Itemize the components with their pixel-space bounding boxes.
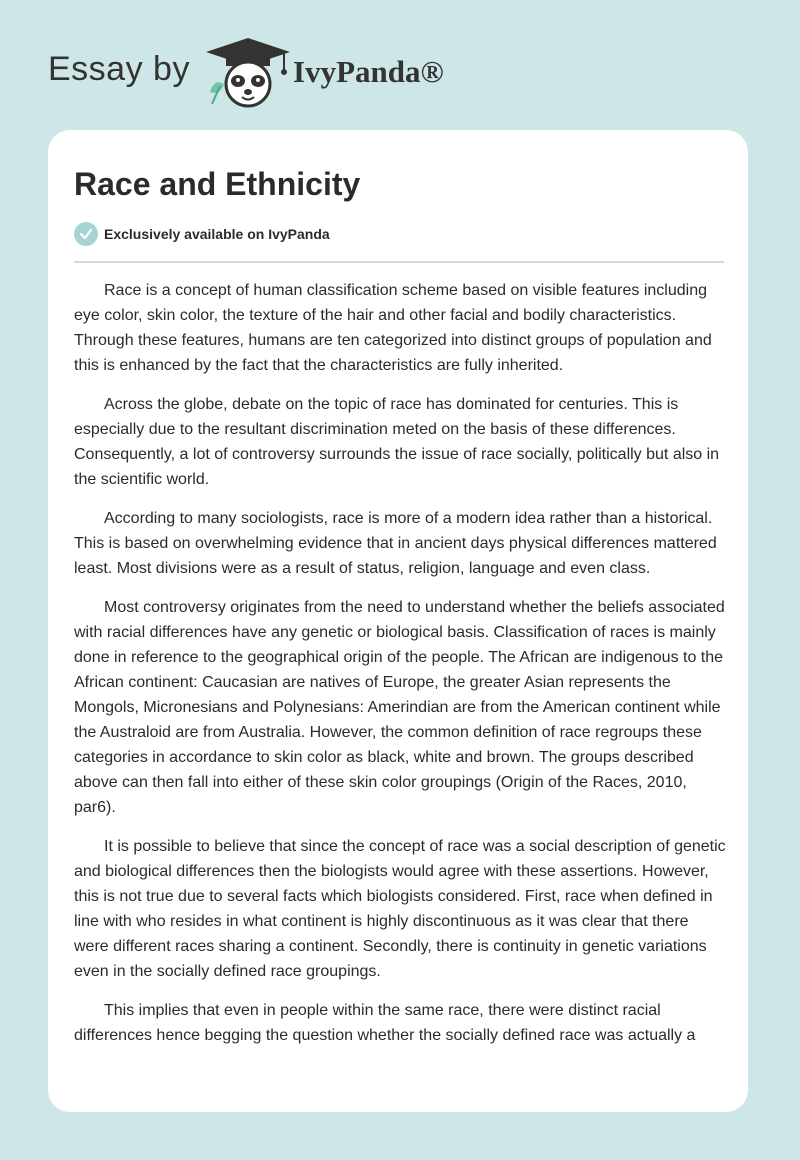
- site-header: [0, 0, 800, 130]
- paragraph: Race is a concept of human classification scheme based on visible features including eye color, skin color, the texture of the hair and other facial and bodily characteristics. Through these features, humans are ten categorized into distinct groups of population and this is enhanced by the fact that the characteristics are fully inherited.: [74, 282, 712, 374]
- paragraph: Most controversy originates from the need to understand whether the beliefs associated with racial differences have any genetic or biological basis. Classification of races is mainly done in reference to the geographical origin of the people. The African are indigenous to the African continent: Caucasian are natives of Europe, the greater Asian represents the Mongols, Micronesians and Polynesians: Amerindian are from the American continent while the Australoid are from Australia. However, the common definition of race regroups these categories in accordance to skin color as black, white and brown. The groups described above can then fall into either of these skin color groupings (Origin of the Races, 2010, par6).: [74, 599, 725, 816]
- page-title: Race and Ethnicity: [74, 166, 361, 202]
- paragraph: According to many sociologists, race is more of a modern idea rather than a historical. This is based on overwhelming evidence that in ancient days physical differences mattered least. Most divisions were as a result of status, religion, language and even class.: [74, 510, 717, 577]
- essay-by-label: Essay by: [48, 50, 190, 88]
- panda-logo-icon[interactable]: [200, 34, 296, 110]
- paragraph: It is possible to believe that since the concept of race was a social description of genetic and biological differences then the biologists would agree with these assertions. However, this is not true due to several facts which biologists considered. First, race when defined in line with who resides in what continent is highly discontinuous as it was clear that there were different races sharing a continent. Secondly, there is continuity in genetic variations even in the socially defined race groupings.: [74, 838, 726, 980]
- paragraph: Across the globe, debate on the topic of race has dominated for centuries. This is especially due to the resultant discrimination meted on the basis of these differences. Consequently, a lot of controversy surrounds the issue of race socially, politically but also in the scientific world.: [74, 396, 720, 488]
- brand-name[interactable]: IvyPanda®: [293, 54, 444, 89]
- paragraph: This implies that even in people within the same race, there were distinct racial differences hence begging the question whether the socially defined race was actually a: [74, 1002, 696, 1044]
- exclusive-badge-label: Exclusively available on IvyPanda: [104, 226, 330, 242]
- exclusive-badge: [74, 222, 330, 246]
- essay-card: [48, 130, 748, 1112]
- divider: [74, 261, 724, 263]
- check-circle-icon: [74, 222, 98, 246]
- essay-body: [74, 278, 726, 1062]
